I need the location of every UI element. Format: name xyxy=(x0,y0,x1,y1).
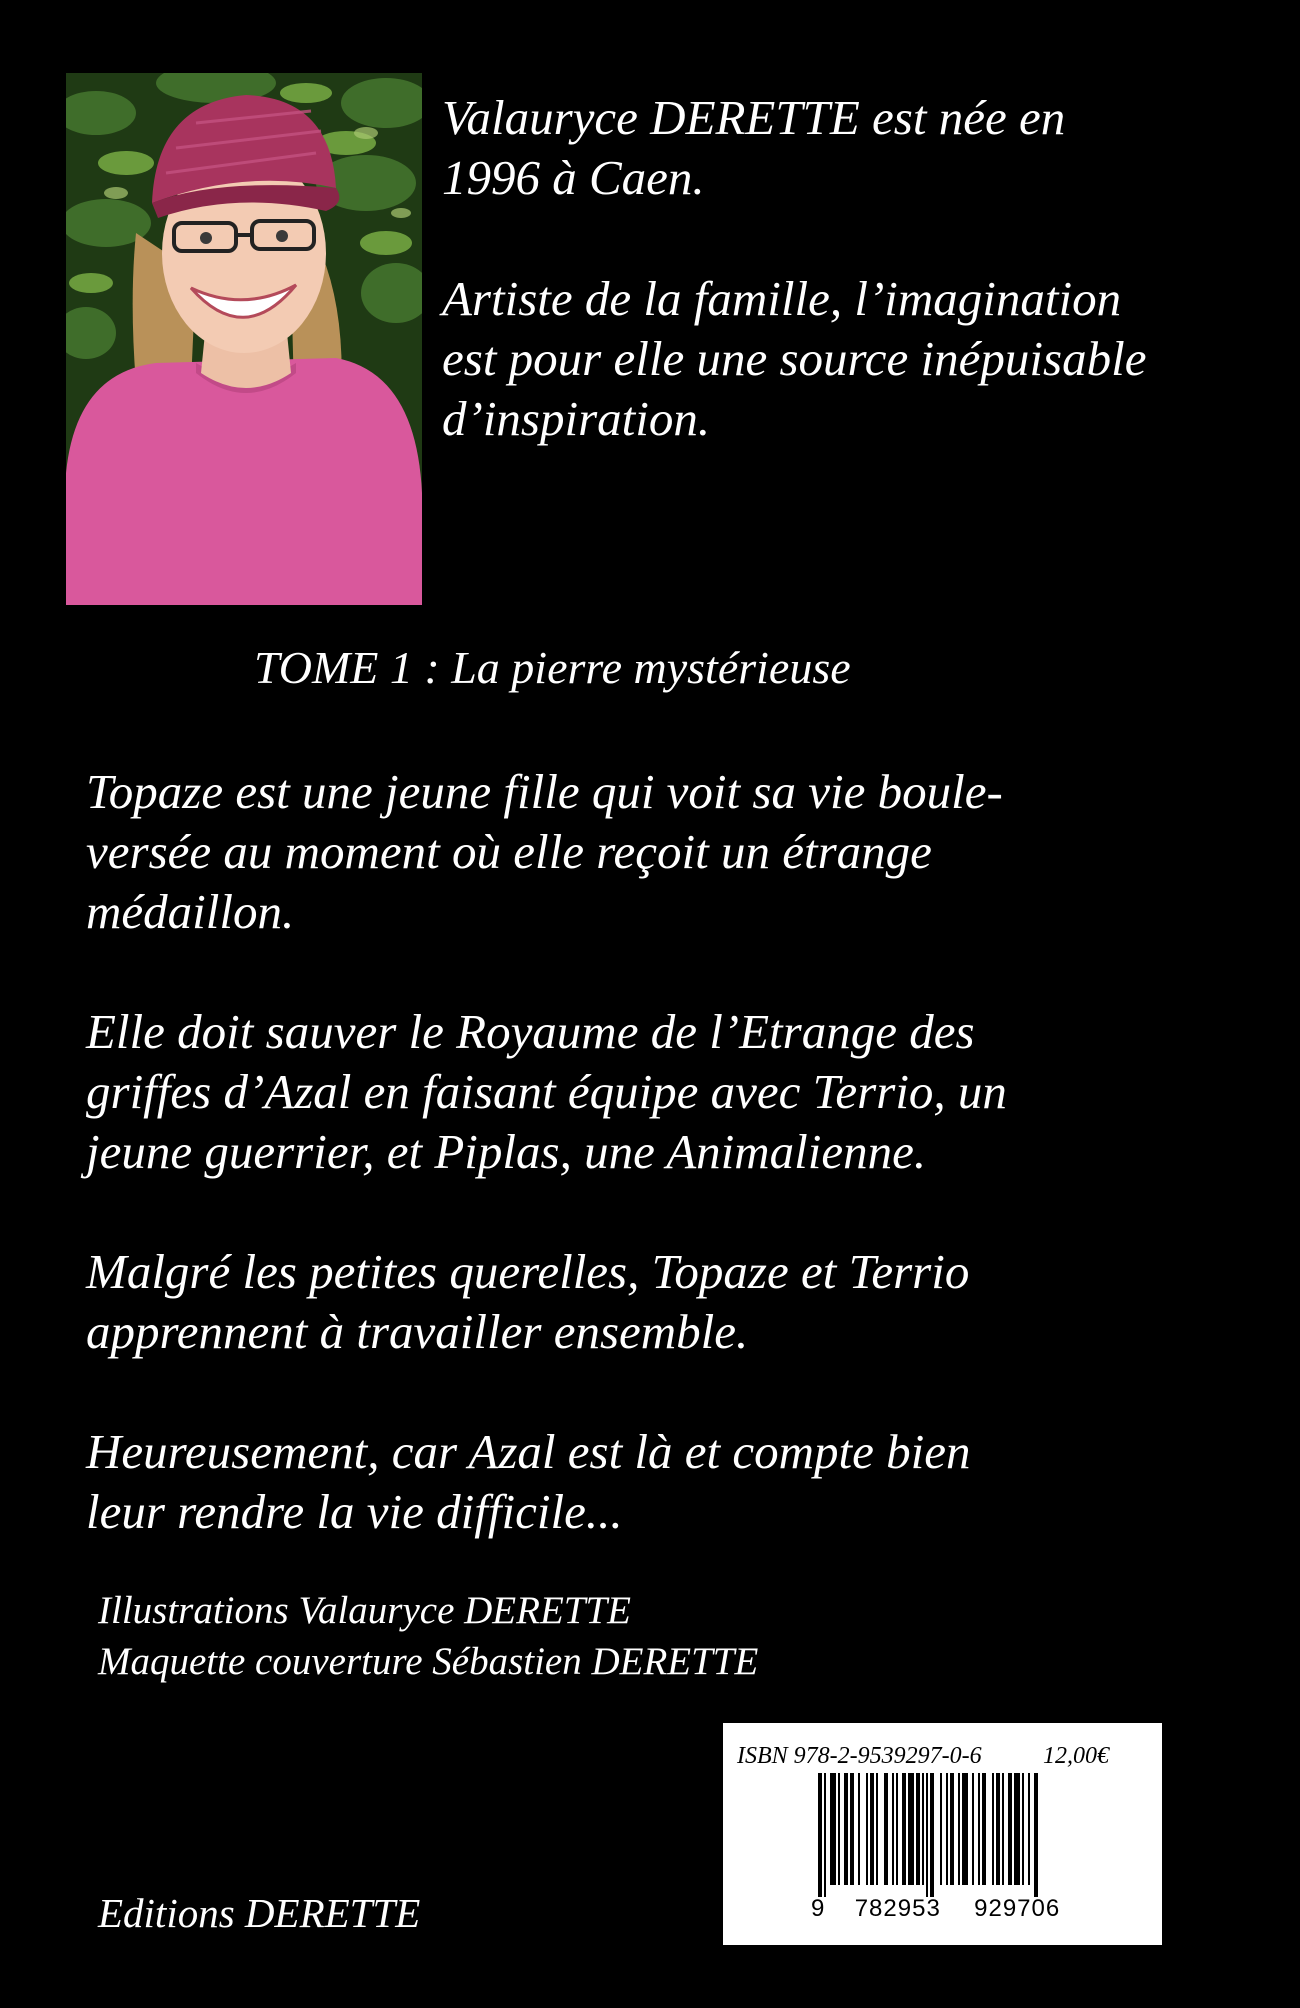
barcode-digits xyxy=(811,1895,1060,1923)
summary-paragraph xyxy=(86,1242,1116,1362)
barcode-bar xyxy=(940,1773,942,1885)
barcode-bar xyxy=(926,1773,928,1897)
summary-paragraph xyxy=(86,1422,1116,1542)
summary-line: Malgré les petites querelles, Topaze et Terrio xyxy=(86,1244,970,1299)
summary-line: griffes d’Azal en faisant équipe avec Terrio, un xyxy=(86,1064,1007,1119)
bio-line: Artiste de la famille, l’imagination xyxy=(442,271,1122,326)
cover-layout-credit: Maquette couverture Sébastien DERETTE xyxy=(98,1640,759,1683)
barcode-bar xyxy=(922,1773,924,1885)
summary-line: médaillon. xyxy=(86,884,295,939)
barcode-bar xyxy=(908,1773,914,1885)
credits xyxy=(98,1585,758,1687)
summary-paragraph xyxy=(86,762,1116,942)
barcode-bar xyxy=(996,1773,1000,1885)
barcode-bar xyxy=(946,1773,948,1885)
barcode-bar xyxy=(884,1773,888,1885)
author-bio xyxy=(442,88,1262,510)
barcode-bar xyxy=(972,1773,974,1885)
barcode-bar xyxy=(850,1773,854,1885)
barcode-bars xyxy=(818,1773,1038,1897)
summary-line: Heureusement, car Azal est là et compte bien xyxy=(86,1424,971,1479)
bio-line: est pour elle une source inépuisable xyxy=(442,331,1147,386)
tome-title: TOME 1 : La pierre mystérieuse xyxy=(254,642,851,693)
barcode-bar xyxy=(930,1773,934,1897)
barcode-bar xyxy=(1008,1773,1012,1885)
barcode-bar xyxy=(830,1773,836,1885)
summary-line: apprennent à travailler ensemble. xyxy=(86,1304,749,1359)
summary-line: Elle doit sauver le Royaume de l’Etrange des xyxy=(86,1004,975,1059)
barcode-bar xyxy=(982,1773,986,1885)
price: 12,00€ xyxy=(1043,1743,1109,1769)
barcode-bar xyxy=(978,1773,980,1885)
summary-line: versée au moment où elle reçoit un étrange xyxy=(86,824,932,879)
bio-paragraph xyxy=(442,269,1262,449)
barcode-bar xyxy=(1022,1773,1024,1885)
barcode-bar xyxy=(1002,1773,1004,1885)
barcode-bar xyxy=(896,1773,898,1885)
summary-paragraph xyxy=(86,1002,1116,1182)
bio-paragraph xyxy=(442,88,1262,208)
illustrations-credit: Illustrations Valauryce DERETTE xyxy=(98,1589,631,1632)
barcode-bar xyxy=(958,1773,960,1885)
barcode-digits-right: 929706 xyxy=(974,1895,1061,1922)
barcode-digit-first: 9 xyxy=(811,1895,826,1922)
bio-line: d’inspiration. xyxy=(442,391,711,446)
barcode-digits-left: 782953 xyxy=(854,1895,941,1922)
publisher-name: Editions DERETTE xyxy=(98,1890,421,1936)
barcode-bar xyxy=(818,1773,822,1897)
barcode-bar xyxy=(1028,1773,1030,1885)
author-photo xyxy=(66,73,422,605)
barcode-bar xyxy=(950,1773,954,1885)
summary-line: jeune guerrier, et Piplas, une Animalienne. xyxy=(86,1124,927,1179)
barcode-bar xyxy=(858,1773,860,1885)
barcode-bar xyxy=(902,1773,906,1885)
summary-line: Topaze est une jeune fille qui voit sa vie boule- xyxy=(86,764,1003,819)
barcode-bar xyxy=(916,1773,920,1885)
barcode-bar xyxy=(876,1773,878,1885)
barcode-bar xyxy=(844,1773,848,1885)
barcode-bar xyxy=(1014,1773,1020,1885)
barcode-bar xyxy=(870,1773,874,1885)
barcode-bar xyxy=(838,1773,840,1885)
barcode-bar xyxy=(892,1773,894,1885)
barcode-bar xyxy=(962,1773,968,1885)
barcode-box xyxy=(723,1723,1162,1945)
isbn-number: ISBN 978-2-9539297-0-6 xyxy=(737,1743,982,1769)
barcode-bar xyxy=(992,1773,994,1885)
barcode-bar xyxy=(1034,1773,1038,1897)
barcode-bar xyxy=(866,1773,868,1885)
book-summary xyxy=(86,762,1116,1542)
barcode-bar xyxy=(824,1773,826,1897)
bio-line: 1996 à Caen. xyxy=(442,150,705,205)
bio-line: Valauryce DERETTE est née en xyxy=(442,90,1066,145)
summary-line: leur rendre la vie difficile... xyxy=(86,1484,623,1539)
